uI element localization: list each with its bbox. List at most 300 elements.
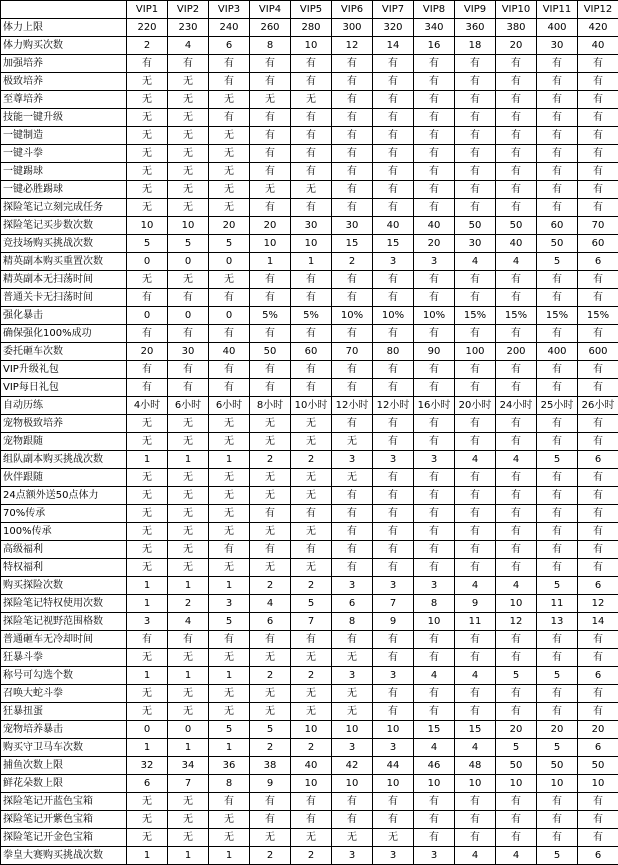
value-cell: 无 <box>209 505 250 523</box>
value-cell: 有 <box>537 487 578 505</box>
value-cell: 有 <box>414 793 455 811</box>
row-label: 一键斗拳 <box>1 145 127 163</box>
value-cell: 60 <box>537 217 578 235</box>
value-cell: 无 <box>291 91 332 109</box>
value-cell: 15% <box>578 307 618 325</box>
value-cell: 有 <box>373 469 414 487</box>
value-cell: 15 <box>414 721 455 739</box>
value-cell: 无 <box>127 811 168 829</box>
value-cell: 280 <box>291 19 332 37</box>
value-cell: 5 <box>496 667 537 685</box>
value-cell: 12小时 <box>373 397 414 415</box>
table-row <box>1 307 618 325</box>
value-cell: 40 <box>291 757 332 775</box>
value-cell: 40 <box>496 235 537 253</box>
value-cell: 有 <box>537 541 578 559</box>
value-cell: 有 <box>209 541 250 559</box>
value-cell: 有 <box>537 109 578 127</box>
value-cell: 16小时 <box>414 397 455 415</box>
value-cell: 2 <box>291 667 332 685</box>
value-cell: 有 <box>578 73 618 91</box>
value-cell: 有 <box>496 379 537 397</box>
value-cell: 6 <box>578 577 618 595</box>
value-cell: 34 <box>168 757 209 775</box>
value-cell: 有 <box>455 379 496 397</box>
value-cell: 无 <box>127 487 168 505</box>
row-label: 宠物极致培养 <box>1 415 127 433</box>
value-cell: 8 <box>250 37 291 55</box>
value-cell: 10 <box>578 775 618 793</box>
row-label: VIP每日礼包 <box>1 379 127 397</box>
value-cell: 有 <box>578 325 618 343</box>
value-cell: 有 <box>291 541 332 559</box>
value-cell: 15% <box>455 307 496 325</box>
header-corner-cell <box>1 1 127 19</box>
value-cell: 有 <box>332 541 373 559</box>
row-label: 拳皇大赛购买挑战次数 <box>1 847 127 865</box>
value-cell: 有 <box>455 361 496 379</box>
value-cell: 无 <box>209 415 250 433</box>
header-cell-vip8: VIP8 <box>414 1 455 19</box>
value-cell: 无 <box>332 469 373 487</box>
value-cell: 有 <box>250 127 291 145</box>
value-cell: 16 <box>414 37 455 55</box>
value-cell: 有 <box>537 433 578 451</box>
value-cell: 有 <box>537 163 578 181</box>
value-cell: 9 <box>373 613 414 631</box>
value-cell: 无 <box>127 163 168 181</box>
value-cell: 无 <box>127 685 168 703</box>
value-cell: 有 <box>496 73 537 91</box>
value-cell: 14 <box>373 37 414 55</box>
value-cell: 无 <box>127 271 168 289</box>
row-label: VIP升级礼包 <box>1 361 127 379</box>
value-cell: 5 <box>537 253 578 271</box>
value-cell: 有 <box>414 271 455 289</box>
table-row <box>1 523 618 541</box>
value-cell: 有 <box>455 793 496 811</box>
value-cell: 有 <box>537 181 578 199</box>
value-cell: 有 <box>332 127 373 145</box>
value-cell: 4 <box>168 613 209 631</box>
value-cell: 12小时 <box>332 397 373 415</box>
value-cell: 20小时 <box>455 397 496 415</box>
value-cell: 7 <box>168 775 209 793</box>
value-cell: 1 <box>168 577 209 595</box>
value-cell: 有 <box>578 505 618 523</box>
value-cell: 有 <box>578 829 618 847</box>
value-cell: 10 <box>291 235 332 253</box>
value-cell: 有 <box>578 199 618 217</box>
value-cell: 3 <box>332 577 373 595</box>
value-cell: 10 <box>291 37 332 55</box>
value-cell: 5 <box>168 235 209 253</box>
header-cell-vip2: VIP2 <box>168 1 209 19</box>
value-cell: 3 <box>414 253 455 271</box>
value-cell: 有 <box>455 685 496 703</box>
value-cell: 有 <box>496 793 537 811</box>
value-cell: 4 <box>455 847 496 865</box>
value-cell: 15% <box>537 307 578 325</box>
value-cell: 230 <box>168 19 209 37</box>
value-cell: 无 <box>127 127 168 145</box>
value-cell: 有 <box>209 793 250 811</box>
row-label: 自动历练 <box>1 397 127 415</box>
value-cell: 有 <box>578 289 618 307</box>
value-cell: 400 <box>537 19 578 37</box>
value-cell: 无 <box>209 127 250 145</box>
value-cell: 38 <box>250 757 291 775</box>
value-cell: 无 <box>127 415 168 433</box>
table-row <box>1 667 618 685</box>
value-cell: 无 <box>373 829 414 847</box>
value-cell: 360 <box>455 19 496 37</box>
value-cell: 有 <box>250 811 291 829</box>
value-cell: 无 <box>291 487 332 505</box>
value-cell: 60 <box>291 343 332 361</box>
value-cell: 有 <box>291 163 332 181</box>
value-cell: 有 <box>496 433 537 451</box>
value-cell: 有 <box>291 793 332 811</box>
value-cell: 有 <box>537 379 578 397</box>
value-cell: 2 <box>127 37 168 55</box>
value-cell: 有 <box>537 649 578 667</box>
value-cell: 5 <box>250 721 291 739</box>
value-cell: 20 <box>578 721 618 739</box>
value-cell: 70 <box>578 217 618 235</box>
value-cell: 有 <box>373 73 414 91</box>
value-cell: 无 <box>250 469 291 487</box>
value-cell: 有 <box>496 703 537 721</box>
value-cell: 4 <box>168 37 209 55</box>
value-cell: 有 <box>496 271 537 289</box>
value-cell: 有 <box>496 829 537 847</box>
value-cell: 300 <box>332 19 373 37</box>
value-cell: 有 <box>455 73 496 91</box>
value-cell: 1 <box>168 667 209 685</box>
value-cell: 无 <box>127 91 168 109</box>
value-cell: 有 <box>209 109 250 127</box>
value-cell: 无 <box>127 145 168 163</box>
table-row <box>1 325 618 343</box>
value-cell: 有 <box>373 127 414 145</box>
value-cell: 24小时 <box>496 397 537 415</box>
value-cell: 有 <box>291 361 332 379</box>
value-cell: 有 <box>414 415 455 433</box>
value-cell: 有 <box>496 505 537 523</box>
value-cell: 0 <box>209 253 250 271</box>
value-cell: 有 <box>455 325 496 343</box>
value-cell: 有 <box>332 163 373 181</box>
value-cell: 有 <box>209 361 250 379</box>
value-cell: 有 <box>332 505 373 523</box>
value-cell: 无 <box>291 649 332 667</box>
row-label: 狂暴斗拳 <box>1 649 127 667</box>
row-label: 高级福利 <box>1 541 127 559</box>
value-cell: 有 <box>332 181 373 199</box>
value-cell: 4 <box>414 667 455 685</box>
value-cell: 有 <box>373 811 414 829</box>
value-cell: 20 <box>250 217 291 235</box>
value-cell: 无 <box>168 505 209 523</box>
value-cell: 无 <box>250 685 291 703</box>
value-cell: 有 <box>414 325 455 343</box>
value-cell: 4 <box>496 577 537 595</box>
header-cell-vip5: VIP5 <box>291 1 332 19</box>
value-cell: 30 <box>291 217 332 235</box>
value-cell: 无 <box>209 811 250 829</box>
value-cell: 有 <box>209 325 250 343</box>
value-cell: 5 <box>537 451 578 469</box>
value-cell: 50 <box>250 343 291 361</box>
value-cell: 有 <box>496 541 537 559</box>
value-cell: 无 <box>332 649 373 667</box>
value-cell: 无 <box>291 829 332 847</box>
value-cell: 有 <box>127 361 168 379</box>
table-header <box>1 1 618 19</box>
table-row <box>1 631 618 649</box>
table-row <box>1 595 618 613</box>
value-cell: 有 <box>537 469 578 487</box>
value-cell: 1 <box>209 847 250 865</box>
row-label: 70%传承 <box>1 505 127 523</box>
value-cell: 36 <box>209 757 250 775</box>
table-row <box>1 91 618 109</box>
value-cell: 无 <box>127 793 168 811</box>
value-cell: 60 <box>578 235 618 253</box>
value-cell: 有 <box>537 811 578 829</box>
value-cell: 15% <box>496 307 537 325</box>
value-cell: 无 <box>209 487 250 505</box>
row-label: 探险笔记立刻完成任务 <box>1 199 127 217</box>
value-cell: 有 <box>414 487 455 505</box>
value-cell: 有 <box>291 199 332 217</box>
table-row <box>1 19 618 37</box>
value-cell: 有 <box>537 793 578 811</box>
value-cell: 无 <box>332 685 373 703</box>
table-row <box>1 163 618 181</box>
value-cell: 无 <box>127 433 168 451</box>
value-cell: 4 <box>455 577 496 595</box>
value-cell: 有 <box>127 55 168 73</box>
value-cell: 有 <box>537 325 578 343</box>
value-cell: 10 <box>332 721 373 739</box>
value-cell: 12 <box>332 37 373 55</box>
value-cell: 有 <box>414 199 455 217</box>
value-cell: 有 <box>414 433 455 451</box>
value-cell: 有 <box>127 379 168 397</box>
value-cell: 0 <box>127 253 168 271</box>
row-label: 组队副本购买挑战次数 <box>1 451 127 469</box>
value-cell: 10 <box>373 721 414 739</box>
value-cell: 11 <box>537 595 578 613</box>
value-cell: 有 <box>537 289 578 307</box>
table-row <box>1 829 618 847</box>
value-cell: 3 <box>332 739 373 757</box>
value-cell: 6 <box>209 37 250 55</box>
value-cell: 有 <box>373 685 414 703</box>
table-row <box>1 361 618 379</box>
value-cell: 有 <box>291 109 332 127</box>
table-row <box>1 577 618 595</box>
row-label: 精英副本购买重置次数 <box>1 253 127 271</box>
row-label: 称号可勾选个数 <box>1 667 127 685</box>
value-cell: 1 <box>291 253 332 271</box>
value-cell: 有 <box>496 487 537 505</box>
value-cell: 有 <box>455 163 496 181</box>
value-cell: 有 <box>332 811 373 829</box>
row-label: 竞技场购买挑战次数 <box>1 235 127 253</box>
value-cell: 30 <box>168 343 209 361</box>
value-cell: 6 <box>332 595 373 613</box>
value-cell: 无 <box>168 559 209 577</box>
value-cell: 有 <box>291 379 332 397</box>
value-cell: 有 <box>414 145 455 163</box>
value-cell: 有 <box>332 91 373 109</box>
value-cell: 1 <box>127 595 168 613</box>
value-cell: 3 <box>127 613 168 631</box>
value-cell: 有 <box>332 793 373 811</box>
value-cell: 有 <box>168 631 209 649</box>
value-cell: 50 <box>537 757 578 775</box>
value-cell: 有 <box>496 361 537 379</box>
value-cell: 3 <box>373 577 414 595</box>
table-row <box>1 433 618 451</box>
row-label: 精英副本无扫荡时间 <box>1 271 127 289</box>
value-cell: 无 <box>291 559 332 577</box>
value-cell: 无 <box>209 181 250 199</box>
value-cell: 有 <box>578 523 618 541</box>
value-cell: 有 <box>209 73 250 91</box>
value-cell: 5% <box>250 307 291 325</box>
value-cell: 有 <box>537 415 578 433</box>
value-cell: 有 <box>373 55 414 73</box>
value-cell: 无 <box>168 829 209 847</box>
row-label: 一键制造 <box>1 127 127 145</box>
value-cell: 有 <box>332 325 373 343</box>
value-cell: 3 <box>373 451 414 469</box>
value-cell: 有 <box>496 631 537 649</box>
value-cell: 有 <box>455 649 496 667</box>
value-cell: 有 <box>455 55 496 73</box>
value-cell: 240 <box>209 19 250 37</box>
row-label: 确保强化100%成功 <box>1 325 127 343</box>
value-cell: 600 <box>578 343 618 361</box>
value-cell: 40 <box>414 217 455 235</box>
value-cell: 有 <box>373 505 414 523</box>
value-cell: 有 <box>578 793 618 811</box>
value-cell: 10 <box>291 721 332 739</box>
value-cell: 6 <box>578 253 618 271</box>
row-label: 100%传承 <box>1 523 127 541</box>
value-cell: 1 <box>250 253 291 271</box>
value-cell: 有 <box>127 631 168 649</box>
value-cell: 有 <box>250 541 291 559</box>
value-cell: 7 <box>291 613 332 631</box>
value-cell: 有 <box>250 55 291 73</box>
table-row <box>1 397 618 415</box>
value-cell: 10 <box>250 235 291 253</box>
value-cell: 5% <box>291 307 332 325</box>
value-cell: 80 <box>373 343 414 361</box>
header-cell-vip4: VIP4 <box>250 1 291 19</box>
value-cell: 有 <box>414 379 455 397</box>
value-cell: 有 <box>250 631 291 649</box>
value-cell: 9 <box>455 595 496 613</box>
value-cell: 3 <box>373 253 414 271</box>
row-label: 普通砸车无冷却时间 <box>1 631 127 649</box>
value-cell: 有 <box>250 109 291 127</box>
value-cell: 50 <box>537 235 578 253</box>
value-cell: 有 <box>209 55 250 73</box>
value-cell: 有 <box>578 703 618 721</box>
value-cell: 有 <box>209 289 250 307</box>
value-cell: 6 <box>250 613 291 631</box>
value-cell: 4 <box>455 667 496 685</box>
value-cell: 有 <box>455 127 496 145</box>
value-cell: 有 <box>496 649 537 667</box>
value-cell: 有 <box>414 55 455 73</box>
value-cell: 有 <box>373 199 414 217</box>
value-cell: 有 <box>414 559 455 577</box>
value-cell: 10 <box>332 775 373 793</box>
value-cell: 有 <box>127 325 168 343</box>
value-cell: 5 <box>209 613 250 631</box>
value-cell: 3 <box>209 595 250 613</box>
value-cell: 无 <box>168 109 209 127</box>
value-cell: 3 <box>373 847 414 865</box>
value-cell: 无 <box>291 469 332 487</box>
table-row <box>1 721 618 739</box>
value-cell: 有 <box>537 685 578 703</box>
value-cell: 有 <box>455 505 496 523</box>
value-cell: 无 <box>209 523 250 541</box>
value-cell: 20 <box>496 37 537 55</box>
value-cell: 无 <box>250 829 291 847</box>
row-label: 体力上限 <box>1 19 127 37</box>
value-cell: 有 <box>455 559 496 577</box>
value-cell: 有 <box>496 559 537 577</box>
value-cell: 无 <box>127 703 168 721</box>
value-cell: 5 <box>209 721 250 739</box>
value-cell: 1 <box>127 451 168 469</box>
value-cell: 无 <box>291 181 332 199</box>
value-cell: 0 <box>168 721 209 739</box>
value-cell: 有 <box>414 361 455 379</box>
value-cell: 有 <box>291 127 332 145</box>
value-cell: 有 <box>537 55 578 73</box>
value-cell: 无 <box>127 505 168 523</box>
value-cell: 3 <box>373 739 414 757</box>
value-cell: 无 <box>250 415 291 433</box>
value-cell: 有 <box>168 55 209 73</box>
table-row <box>1 451 618 469</box>
value-cell: 有 <box>250 199 291 217</box>
table-row <box>1 55 618 73</box>
value-cell: 10% <box>414 307 455 325</box>
value-cell: 有 <box>455 523 496 541</box>
value-cell: 10 <box>168 217 209 235</box>
row-label: 狂暴扭蛋 <box>1 703 127 721</box>
value-cell: 100 <box>455 343 496 361</box>
value-cell: 无 <box>250 559 291 577</box>
value-cell: 有 <box>373 649 414 667</box>
value-cell: 1 <box>168 451 209 469</box>
table-row <box>1 343 618 361</box>
value-cell: 有 <box>332 379 373 397</box>
table-row <box>1 145 618 163</box>
value-cell: 有 <box>414 829 455 847</box>
